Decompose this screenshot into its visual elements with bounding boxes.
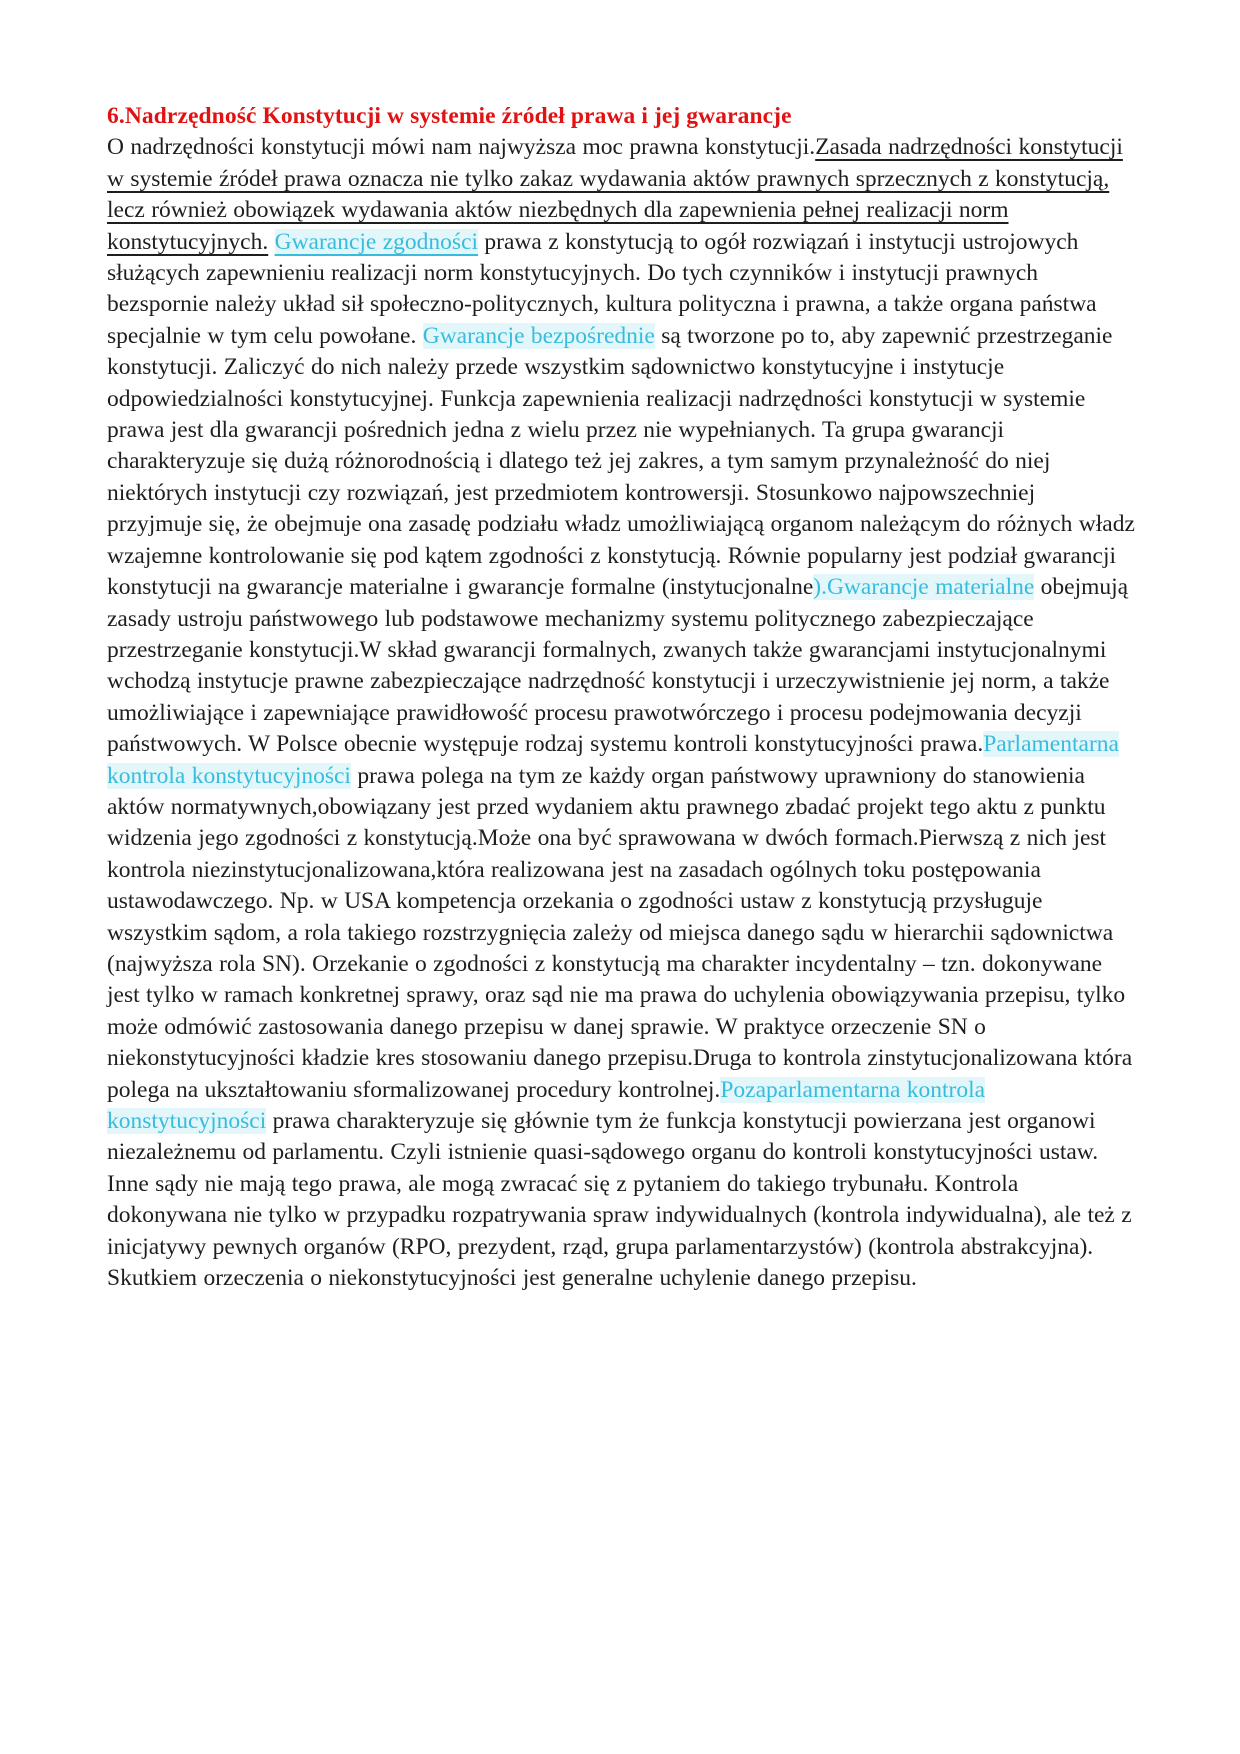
body-paragraph bbox=[107, 132, 1136, 1294]
highlighted-term: Parlamentarna kontrola konstytucyjności bbox=[107, 731, 1119, 789]
text-run: obejmują zasady ustroju państwowego lub podstawowe mechanizmy systemu politycznego zabezpieczające przestrzeganie konstytucji.W skład gwarancji formalnych, zwanych także gwarancjami instytucjonalnymi wchodzą instytucje prawne zabezpieczające nadrzędność konstytucji i urzeczywistnienie jej norm, a także umożliwiające i zapewniające prawidłowość procesu prawotwórczego i procesu podejmowania decyzji państwowych. W Polsce obecnie występuje rodzaj systemu kontroli konstytucyjności prawa. bbox=[107, 574, 1129, 758]
text-run: prawa charakteryzuje się głównie tym że funkcja konstytucji powierzana jest organowi niezależnemu od parlamentu. Czyli istnienie quasi-sądowego organu do kontroli konstytucyjności ustaw. Inne sądy nie mają tego prawa, ale mogą zwracać się z pytaniem do takiego trybunału. Kontrola dokonywana nie tylko w przypadku rozpatrywania spraw indywidualnych (kontrola indywidualna), ale też z inicjatywy pewnych organów (RPO, prezydent, rząd, grupa parlamentarzystów) (kontrola abstrakcyjna). Skutkiem orzeczenia o niekonstytucyjności jest generalne uchylenie danego przepisu. bbox=[107, 1108, 1132, 1292]
highlighted-link-term[interactable]: Gwarancje zgodności bbox=[274, 228, 479, 255]
underlined-passage: Zasada nadrzędności konstytucji w systemie źródeł prawa oznacza nie tylko zakaz wydawania aktów prawnych sprzecznych z konstytucją, lecz również obowiązek wydawania aktów niezbędnych dla zapewnienia pełnej realizacji norm konstytucyjnych. bbox=[107, 134, 1123, 255]
highlighted-term: ).Gwarancje materialne bbox=[813, 574, 1035, 601]
text-run: prawa z konstytucją to ogół rozwiązań i instytucji ustrojowych służących zapewnieniu realizacji norm konstytucyjnych. Do tych czynników i instytucji prawnych bezspornie należy układ sił społeczno-politycznych, kultura polityczna i prawna, a także organa państwa specjalnie w tym celu powołane. bbox=[107, 228, 1097, 349]
page-title: 6.Nadrzędność Konstytucji w systemie źródeł prawa i jej gwarancje bbox=[107, 103, 792, 129]
highlighted-term: Gwarancje bezpośrednie bbox=[422, 322, 655, 349]
text-run bbox=[268, 229, 274, 255]
text-run: są tworzone po to, aby zapewnić przestrzeganie konstytucji. Zaliczyć do nich należy przede wszystkim sądownictwo konstytucyjne i instytucje odpowiedzialności konstytucyjnej. Funkcja zapewnienia realizacji nadrzędności konstytucji w systemie prawa jest dla gwarancji pośrednich jedna z wielu przez nie wypełnianych. Ta grupa gwarancji charakteryzuje się dużą różnorodnością i dlatego też jej zakres, a tym samym przynależność do niej niektórych instytucji czy rozwiązań, jest przedmiotem kontrowersji. Stosunkowo najpowszechniej przyjmuje się, że obejmuje ona zasadę podziału władz umożliwiającą organom należącym do różnych władz wzajemne kontrolowanie się pod kątem zgodności z konstytucją. Równie popularny jest podział gwarancji konstytucji na gwarancje materialne i gwarancje formalne (instytucjonalne bbox=[107, 322, 1135, 601]
text-run: O nadrzędności konstytucji mówi nam najwyższa moc prawna konstytucji. bbox=[107, 134, 816, 161]
highlighted-term: Pozaparlamentarna kontrola konstytucyjności bbox=[107, 1076, 986, 1134]
text-run: prawa polega na tym ze każdy organ państwowy uprawniony do stanowienia aktów normatywnych,obowiązany jest przed wydaniem aktu prawnego zbadać projekt tego aktu z punktu widzenia jego zgodności z konstytucją.Może ona być sprawowana w dwóch formach.Pierwszą z nich jest kontrola niezinstytucjonalizowana,która realizowana jest na zasadach ogólnych toku postępowania ustawodawczego. Np. w USA kompetencja orzekania o zgodności ustaw z konstytucją przysługuje wszystkim sądom, a rola takiego rozstrzygnięcia zależy od miejsca danego sądu w hierarchii sądownictwa (najwyższa rola SN). Orzekanie o zgodności z konstytucją ma charakter incydentalny – tzn. dokonywane jest tylko w ramach konkretnej sprawy, oraz sąd nie ma prawa do uchylenia obowiązywania przepisu, tylko może odmówić zastosowania danego przepisu w danej sprawie. W praktyce orzeczenie SN o niekonstytucyjności kładzie kres stosowaniu danego przepisu.Druga to kontrola zinstytucjonalizowana która polega na ukształtowaniu sformalizowanej procedury kontrolnej. bbox=[107, 762, 1133, 1103]
